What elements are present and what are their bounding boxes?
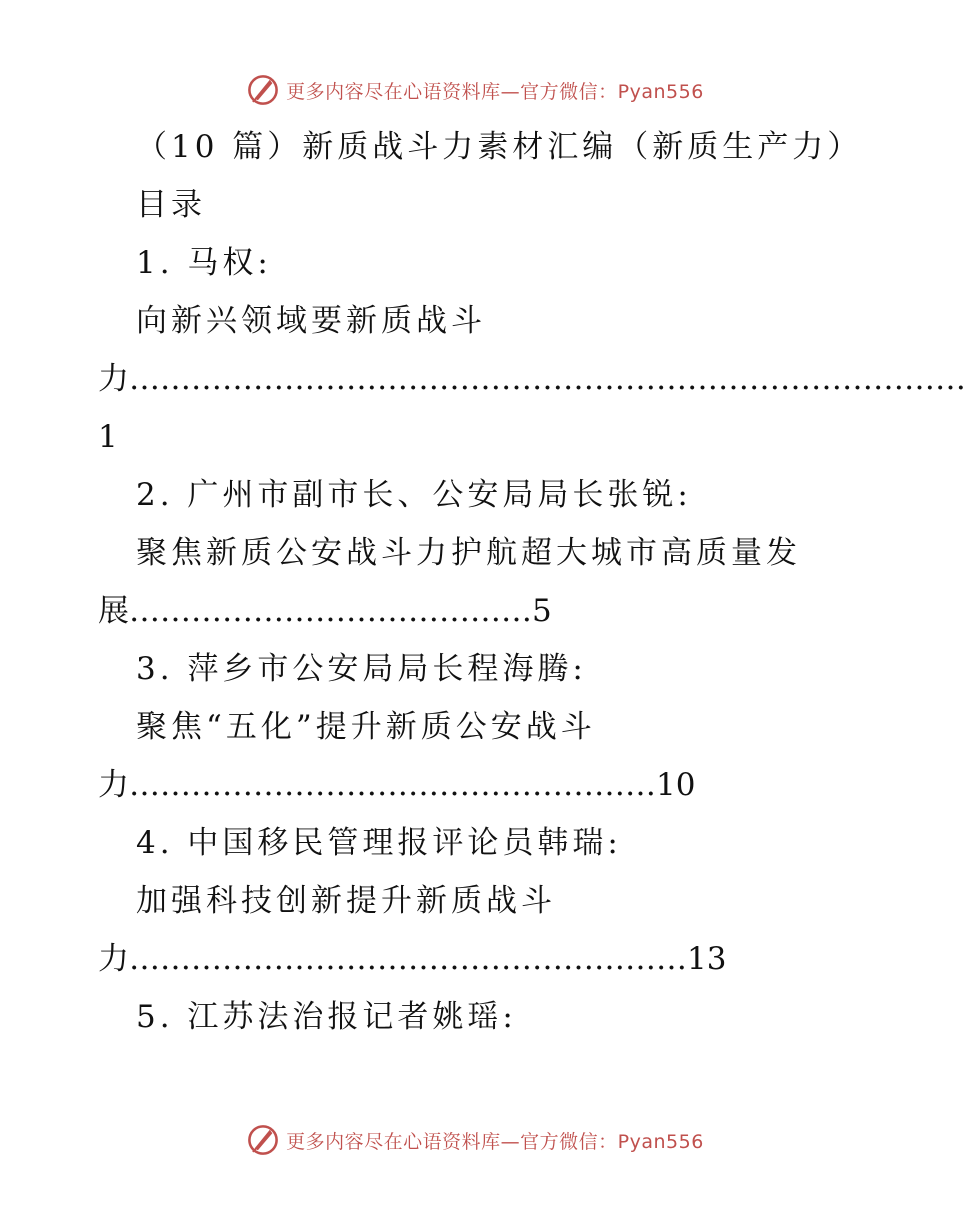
watermark-text: 更多内容尽在心语资料库—官方微信：Pyan556 <box>286 80 704 103</box>
toc-entry-number: 1. 马权: <box>136 245 272 281</box>
document-title: （10 篇）新质战斗力素材汇编（新质生产力） <box>136 129 863 165</box>
toc-entry-leader: 展…………………………………5 <box>98 593 552 629</box>
toc-entry-leader: 力……………………………………………………………………… <box>98 361 966 397</box>
toc-entry-number: 5. 江苏法治报记者姚瑶: <box>136 999 517 1035</box>
toc-entry-title: 向新兴领域要新质战斗 <box>136 303 486 339</box>
quill-logo-icon <box>246 73 280 107</box>
toc-entry-leader: 力……………………………………………10 <box>98 767 696 803</box>
toc-heading: 目录 <box>136 187 206 223</box>
toc-entry-number: 3. 萍乡市公安局局长程海腾: <box>136 651 587 687</box>
footer-watermark <box>0 1120 950 1160</box>
toc-entry-title: 聚焦“五化”提升新质公安战斗 <box>136 709 596 745</box>
toc-entry-number: 2. 广州市副市长、公安局局长张锐: <box>136 477 692 513</box>
toc-entry-title: 聚焦新质公安战斗力护航超大城市高质量发 <box>136 535 801 571</box>
toc-entry-leader: 力………………………………………………13 <box>98 941 727 977</box>
watermark-text: 更多内容尽在心语资料库—官方微信：Pyan556 <box>286 1130 704 1153</box>
toc-page-number: 1 <box>98 419 122 455</box>
quill-logo-icon <box>246 1123 280 1157</box>
header-watermark <box>0 70 950 110</box>
toc-entry-number: 4. 中国移民管理报评论员韩瑞: <box>136 825 622 861</box>
document-body <box>98 118 966 1046</box>
toc-entry-title: 加强科技创新提升新质战斗 <box>136 883 556 919</box>
